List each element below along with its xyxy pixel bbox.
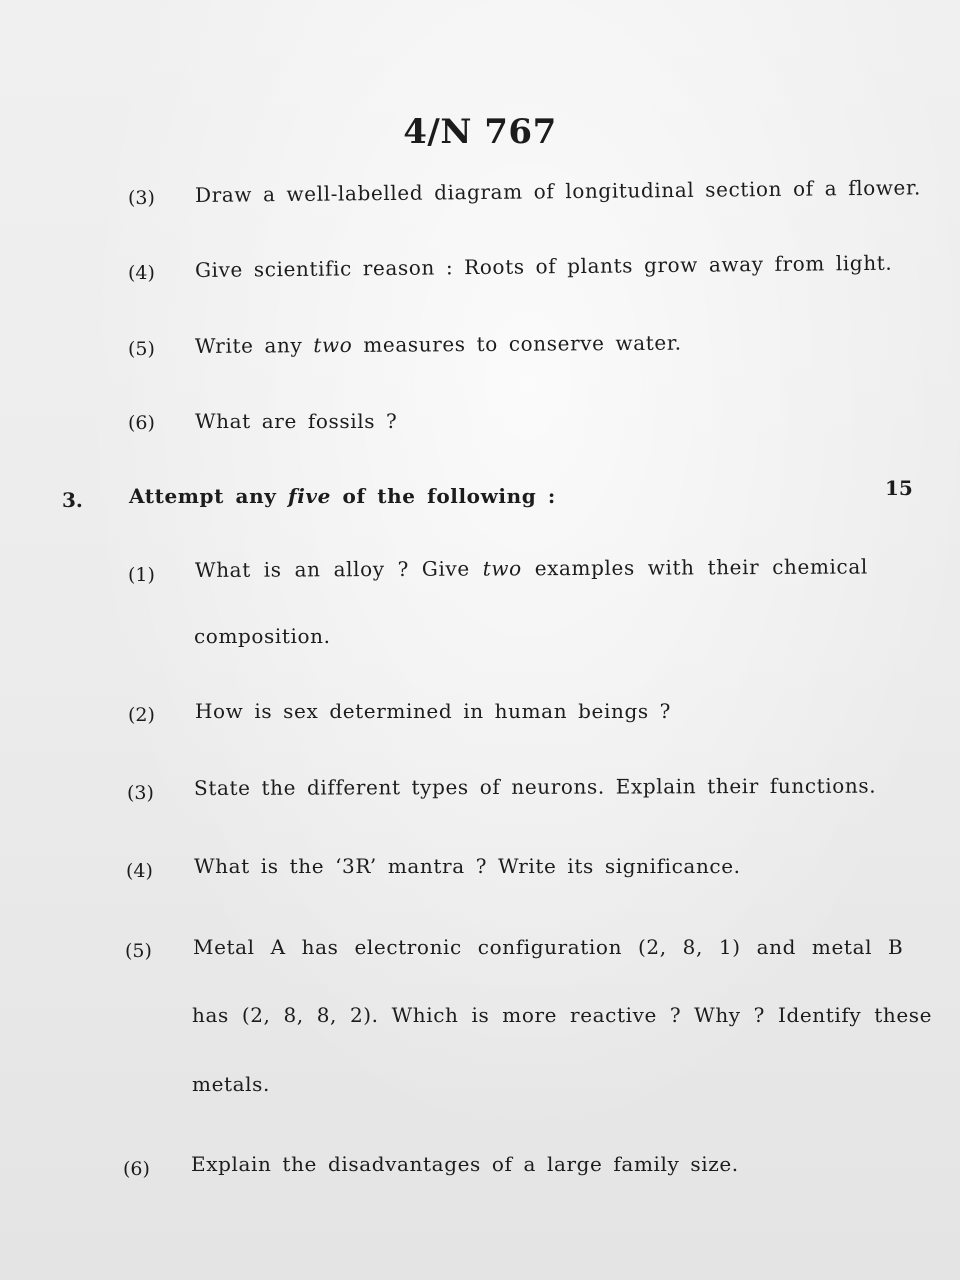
item-text: Metal A has electronic configuration (2, 8, 1) and metal B — [193, 935, 904, 959]
item-number: (6) — [123, 1158, 150, 1180]
item-text-continued: has (2, 8, 8, 2). Which is more reactive ? Why ? Identify these — [192, 1003, 933, 1027]
item-text: Give scientific reason : Roots of plants grow away from light. — [194, 250, 893, 282]
item-number: (4) — [126, 860, 153, 882]
item-text: What are fossils ? — [195, 409, 398, 433]
question-number: 3. — [62, 488, 83, 512]
paper-code: 4/N 767 — [403, 112, 557, 152]
item-text: Write any two measures to conserve water. — [194, 330, 682, 358]
item-text: What is the ‘3R’ mantra ? Write its significance. — [194, 854, 741, 878]
question-marks: 15 — [885, 476, 913, 500]
item-number: (5) — [128, 338, 155, 360]
item-text-continued: composition. — [194, 624, 331, 648]
item-number: (2) — [128, 704, 155, 726]
question-heading: Attempt any five of the following : — [129, 484, 556, 508]
item-text: State the different types of neurons. Explain their functions. — [193, 773, 877, 800]
item-number: (1) — [128, 564, 155, 586]
item-number: (6) — [128, 412, 155, 434]
item-text-continued: metals. — [192, 1072, 270, 1096]
item-number: (3) — [127, 782, 154, 804]
item-text: How is sex determined in human beings ? — [195, 699, 672, 723]
item-number: (3) — [128, 187, 155, 209]
item-number: (4) — [128, 262, 155, 284]
item-text: Draw a well-labelled diagram of longitudinal section of a flower. — [194, 175, 921, 207]
item-text: What is an alloy ? Give two examples with their chemical — [194, 554, 868, 582]
item-text: Explain the disadvantages of a large family size. — [191, 1152, 739, 1176]
item-number: (5) — [125, 940, 152, 962]
